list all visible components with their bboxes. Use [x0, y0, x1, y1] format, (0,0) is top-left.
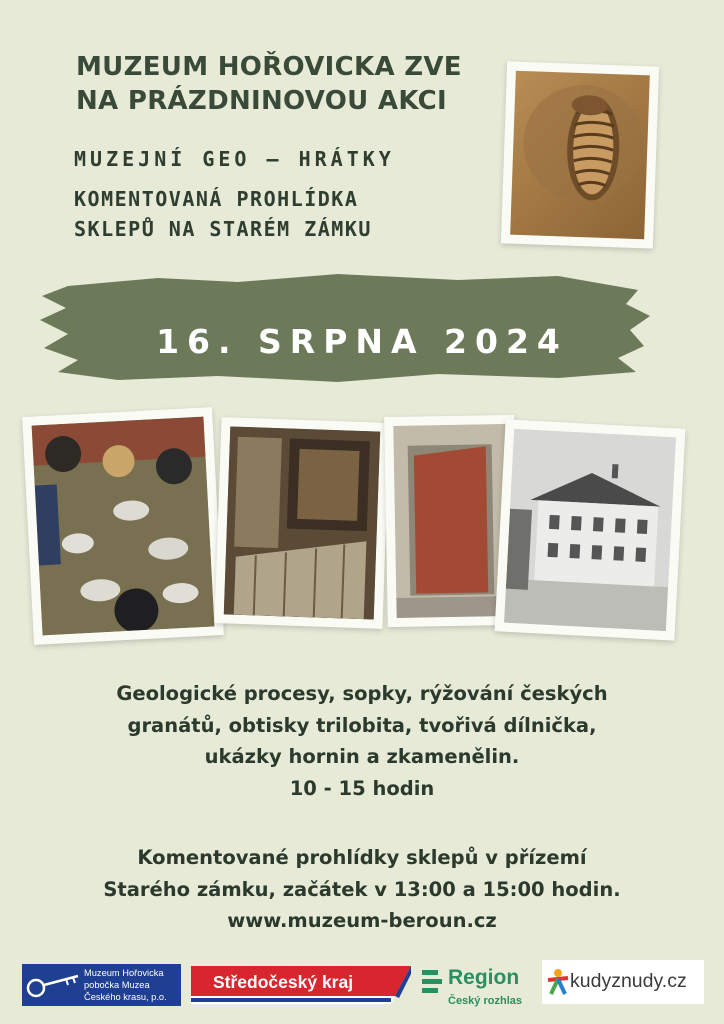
tours-description [0, 842, 724, 937]
region-title: Region [448, 966, 520, 989]
museum-logo-line-1: Muzeum Hořovicka [84, 968, 164, 978]
museum-logo-line-2: pobočka Muzea [84, 980, 150, 990]
castle-photo [495, 419, 686, 640]
activities-line-1: Geologické procesy, sopky, rýžování českých [116, 682, 608, 705]
museum-logo-line-3: Českého krasu, p.o. [84, 992, 167, 1002]
region-subtitle: Český rozhlas [448, 995, 522, 1007]
heading-line-1: MUZEUM HOŘOVICKA ZVE [76, 52, 462, 82]
museum-website-link[interactable]: www.muzeum-beroun.cz [227, 909, 497, 932]
trilobite-photo [501, 61, 659, 248]
activities-description [0, 678, 724, 804]
tour-line-2: SKLEPŮ NA STARÉM ZÁMKU [74, 217, 372, 241]
region-cesky-rozhlas-logo [420, 966, 532, 1010]
trilobite-fossil-image [510, 71, 650, 240]
heading-line-2: NA PRÁZDNINOVOU AKCI [76, 86, 447, 116]
geo-program-title: MUZEJNÍ GEO – HRÁTKY [74, 147, 395, 171]
cellar-photo [214, 417, 389, 629]
museum-horovicka-logo [22, 964, 181, 1006]
kudyznudy-label: kudyznudy.cz [570, 970, 687, 992]
red-door-image [393, 424, 508, 618]
tours-line-2: Starého zámku, začátek v 13:00 a 15:00 hodin. [103, 877, 621, 901]
activities-hours: 10 - 15 hodin [289, 776, 435, 800]
key-icon [26, 970, 80, 1000]
cellar-wooden-door-image [224, 426, 380, 619]
activities-line-2: granátů, obtisky trilobita, tvořivá dílnička, [127, 713, 597, 737]
panning-activity-photo [22, 407, 224, 645]
old-castle-image [504, 429, 676, 631]
kudyznudy-logo [542, 960, 704, 1004]
activities-line-3: ukázky hornin a zkamenělin. [204, 745, 520, 768]
poster-heading [76, 50, 462, 118]
stredocesky-kraj-logo [191, 966, 411, 1004]
rozhlas-bars-icon [420, 968, 444, 998]
tour-line-1: KOMENTOVANÁ PROHLÍDKA [74, 187, 359, 211]
children-panning-image [32, 417, 215, 636]
tour-program-title [74, 184, 372, 244]
event-date: 16. SRPNA 2024 [156, 322, 568, 361]
kraj-label: Středočeský kraj [213, 972, 354, 992]
kudyznudy-figure-icon [546, 968, 570, 996]
tours-line-1: Komentované prohlídky sklepů v přízemí [137, 846, 587, 869]
